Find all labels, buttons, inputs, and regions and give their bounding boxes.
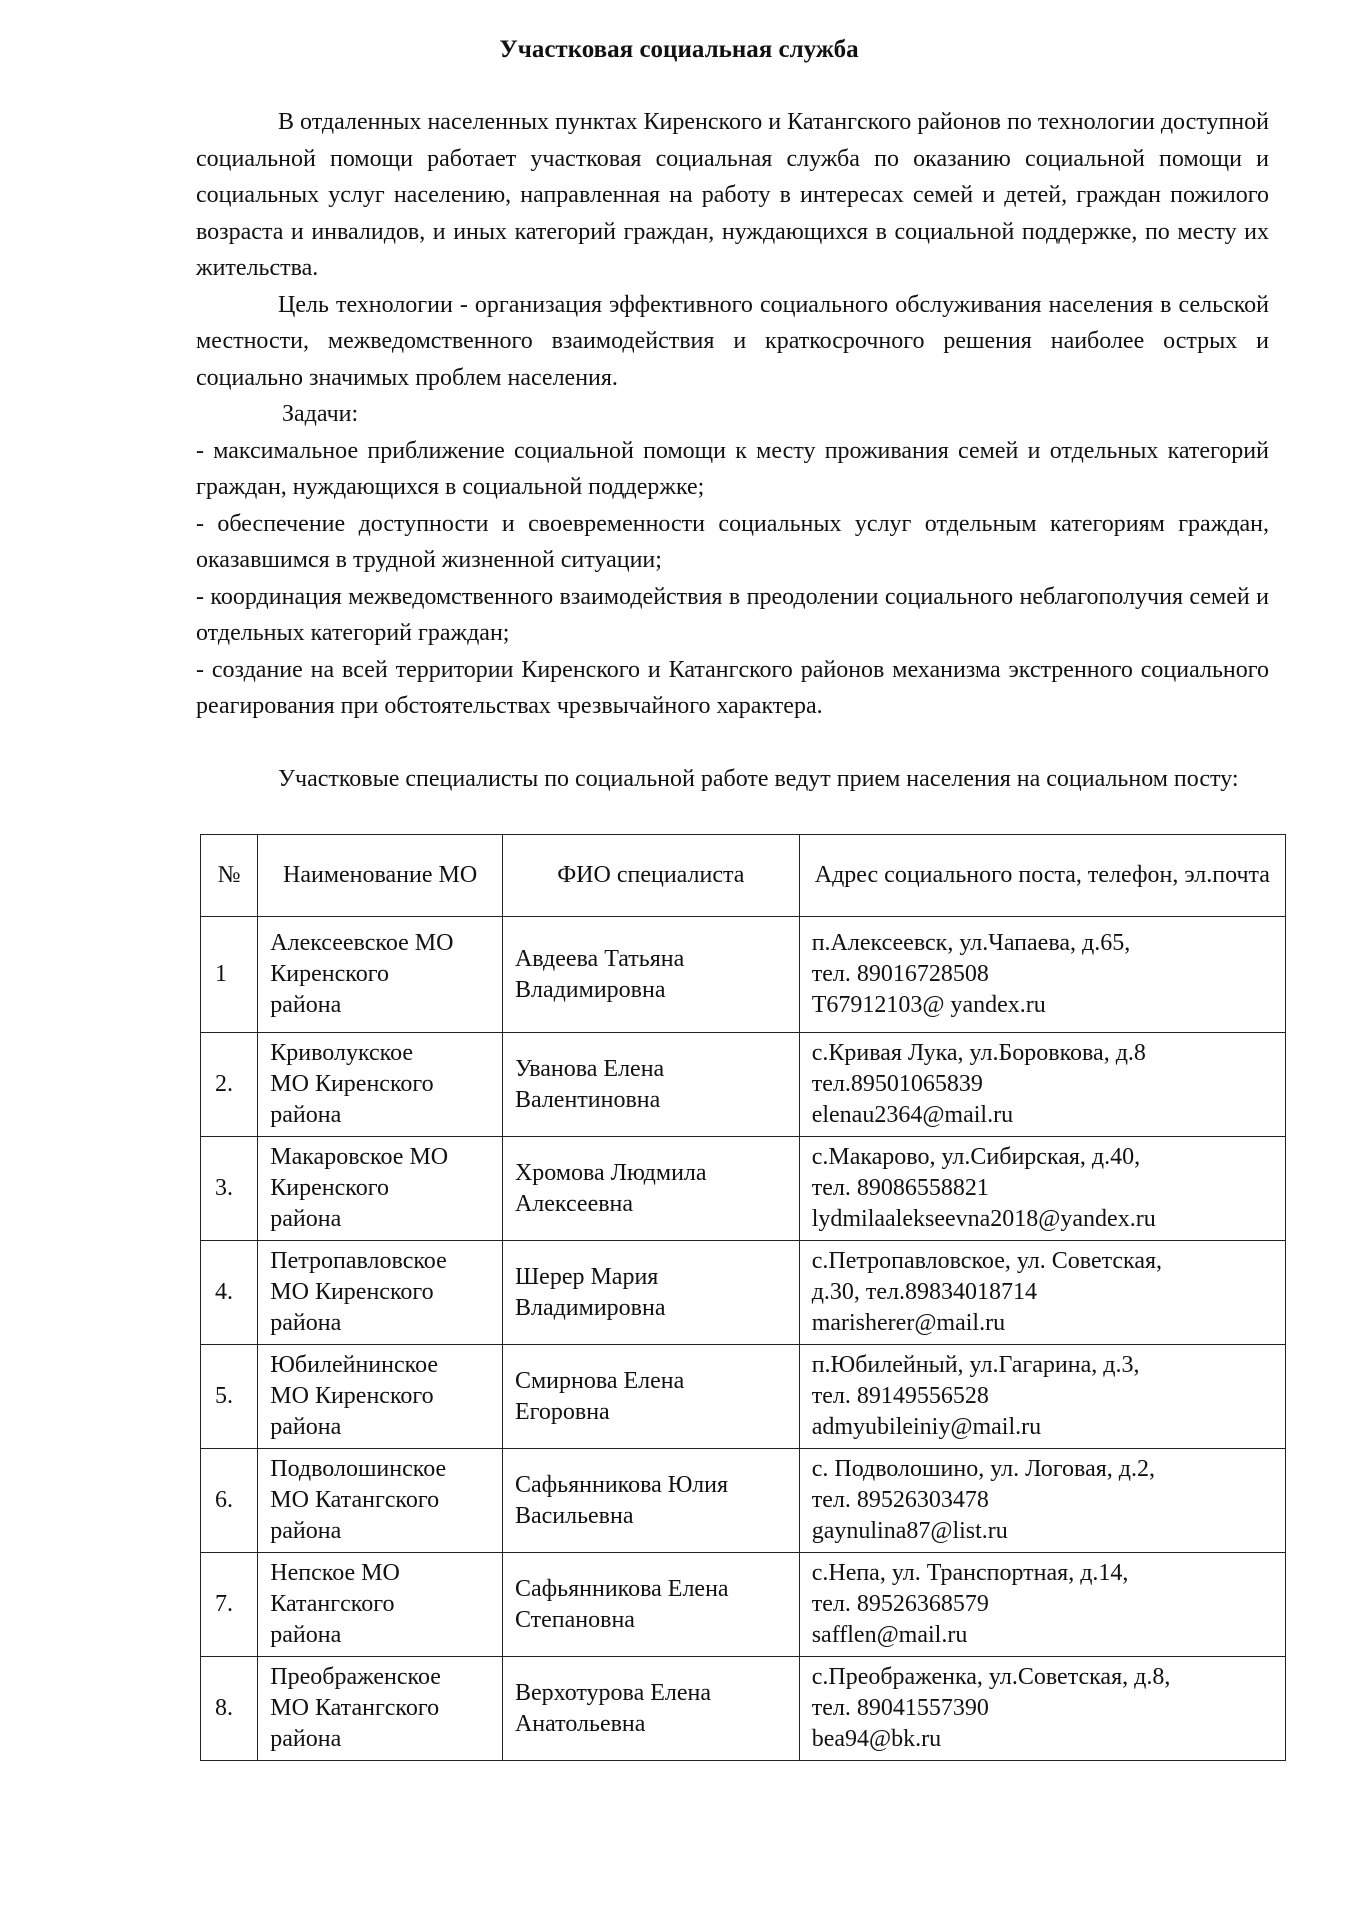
header-num: № [201,835,258,917]
row-specialist [502,1657,799,1761]
row-specialist-line: Владимировна [514,1294,666,1321]
row-number-line: 8. [215,1695,233,1721]
row-mo-name-line: района [270,1414,342,1440]
row-mo-name-line: МО Киренского [270,1071,434,1097]
row-address-line: lydmilaalekseevna2018@yandex.ru [811,1206,1156,1232]
header-mo: Наименование МО [258,835,503,917]
row-number [201,1449,258,1553]
row-mo-name-line: района [270,1726,342,1752]
row-specialist-line: Владимировна [514,976,666,1003]
row-address-line: safflen@mail.ru [811,1622,968,1648]
row-address-line: п.Юбилейный, ул.Гагарина, д.3, [811,1352,1140,1378]
task-item: - обеспечение доступности и своевременности социальных услуг отдельным категориям граждан, оказавшимся в трудной жизненной ситуации; [196,510,1269,573]
row-address-line: тел. 89086558821 [811,1175,989,1201]
row-mo-name-line: Алексеевское МО [270,930,454,956]
row-number-line: 2. [215,1071,233,1097]
row-specialist [502,1553,799,1657]
row-number [201,1241,258,1345]
row-address-line: тел. 89149556528 [811,1383,989,1409]
row-address-line: п.Алексеевск, ул.Чапаева, д.65, [811,930,1131,956]
document-title: Участковая социальная служба [499,36,859,63]
row-mo-name-line: района [270,1102,342,1128]
row-address-line: gaynulina87@list.ru [811,1518,1008,1544]
row-mo-name-line: МО Киренского [270,1383,434,1409]
table-row [201,917,1286,1033]
table-row [201,1345,1286,1449]
row-number-line: 4. [215,1279,233,1305]
row-specialist-line: Степановна [514,1606,635,1633]
tasks-heading: Задачи: [282,401,359,427]
row-number [201,1033,258,1137]
row-address [799,1137,1285,1241]
row-number [201,1345,258,1449]
row-specialist-line: Валентиновна [514,1086,661,1113]
row-mo-name-line: Юбилейнинское [270,1352,439,1378]
row-mo-name [258,1553,503,1657]
row-mo-name-line: района [270,1206,342,1232]
row-specialist-line: Анатольевна [514,1710,646,1737]
row-address-line: тел. 89526368579 [811,1591,989,1617]
row-number-line: 7. [215,1591,233,1617]
row-address [799,1657,1285,1761]
row-mo-name-line: Киренского [270,961,389,987]
task-item: - координация межведомственного взаимодействия в преодолении социального неблагополучия семей и отдельных категорий граждан; [196,583,1269,646]
row-address-line: marisherer@mail.ru [811,1310,1006,1336]
row-address [799,1449,1285,1553]
row-specialist-line: Егоровна [514,1398,610,1425]
row-mo-name-line: района [270,1622,342,1648]
row-specialist-line: Верхотурова Елена [514,1679,712,1706]
row-address-line: д.30, тел.89834018714 [811,1279,1038,1305]
row-number-line: 3. [215,1175,233,1201]
row-specialist-line: Алексеевна [514,1190,634,1217]
row-number [201,1553,258,1657]
row-mo-name-line: Подволошинское [270,1456,447,1482]
row-address-line: тел. 89016728508 [811,961,989,987]
row-address-line: T67912103@ yandex.ru [811,992,1046,1018]
row-mo-name-line: МО Катангского [270,1487,440,1513]
spacer [196,725,1269,761]
row-specialist-line: Хромова Людмила [514,1159,707,1186]
row-specialist-line: Васильевна [514,1502,634,1529]
row-address-line: с.Петропавловское, ул. Советская, [811,1248,1163,1274]
row-number-line: 5. [215,1383,233,1409]
row-address-line: с.Преображенка, ул.Советская, д.8, [811,1664,1171,1690]
row-specialist [502,1137,799,1241]
row-address-line: с.Макарово, ул.Сибирская, д.40, [811,1144,1141,1170]
row-mo-name-line: Непское МО [270,1560,400,1586]
row-mo-name-line: Катангского [270,1591,395,1617]
row-mo-name-line: района [270,992,342,1018]
table-intro: Участковые специалисты по социальной работе ведут прием населения на социальном посту: [278,765,1239,792]
row-mo-name-line: Петропавловское [270,1248,447,1274]
row-address-line: admyubileiniy@mail.ru [811,1414,1042,1440]
row-specialist-line: Шерер Мария [514,1263,659,1290]
row-mo-name-line: Преображенское [270,1664,441,1690]
row-mo-name [258,1657,503,1761]
table-row [201,1137,1286,1241]
document-body [196,104,1269,797]
row-mo-name [258,1449,503,1553]
row-address-line: bea94@bk.ru [811,1726,942,1752]
row-address-line: с.Кривая Лука, ул.Боровкова, д.8 [811,1040,1146,1066]
intro-paragraph: В отдаленных населенных пунктах Киренского и Катангского районов по технологии доступной социальной помощи работает участковая социальная служба по оказанию социальной помощи и социальных услуг населению, направленная на работу в интересах семей и детей, граждан пожилого возраста и инвалидов, и иных категорий граждан, нуждающихся в социальной поддержке, по месту их жительства. [196,109,1269,281]
row-mo-name [258,1033,503,1137]
row-mo-name-line: района [270,1310,342,1336]
row-number-line: 6. [215,1487,233,1513]
table-row [201,1449,1286,1553]
row-mo-name-line: Криволукское [270,1040,414,1066]
task-item: - максимальное приближение социальной помощи к месту проживания семей и отдельных категорий граждан, нуждающихся в социальной поддержке; [196,437,1269,500]
row-specialist [502,1241,799,1345]
task-item: - создание на всей территории Киренского и Катангского районов механизма экстренного социального реагирования при обстоятельствах чрезвычайного характера. [196,656,1269,719]
table-header-row [201,835,1286,917]
row-mo-name-line: МО Катангского [270,1695,440,1721]
table-body [201,917,1286,1761]
row-address-line: тел.89501065839 [811,1071,983,1097]
row-specialist [502,1449,799,1553]
row-address-line: тел. 89041557390 [811,1695,989,1721]
table-row [201,1553,1286,1657]
row-mo-name-line: МО Киренского [270,1279,434,1305]
row-specialist [502,1033,799,1137]
row-mo-name-line: Макаровское МО [270,1144,449,1170]
row-specialist [502,1345,799,1449]
row-specialist-line: Сафьянникова Елена [514,1575,729,1602]
row-mo-name-line: Киренского [270,1175,389,1201]
row-mo-name [258,917,503,1033]
row-address [799,1033,1285,1137]
table-row [201,1241,1286,1345]
header-address: Адрес социального поста, телефон, эл.почта [799,835,1285,917]
goal-paragraph: Цель технологии - организация эффективного социального обслуживания населения в сельской местности, межведомственного взаимодействия и краткосрочного решения наиболее острых и социально значимых проблем населения. [196,291,1269,391]
row-mo-name [258,1345,503,1449]
row-mo-name [258,1241,503,1345]
row-number-line: 1 [215,961,227,987]
row-address-line: elenau2364@mail.ru [811,1102,1014,1128]
row-specialist-line: Уванова Елена [514,1055,665,1082]
row-address [799,917,1285,1033]
row-mo-name [258,1137,503,1241]
row-address-line: тел. 89526303478 [811,1487,989,1513]
row-number [201,1137,258,1241]
row-specialist [502,917,799,1033]
table-row [201,1033,1286,1137]
table-row [201,1657,1286,1761]
row-address-line: с. Подволошино, ул. Логовая, д.2, [811,1456,1155,1482]
row-address [799,1345,1285,1449]
header-fio: ФИО специалиста [502,835,799,917]
row-specialist-line: Сафьянникова Юлия [514,1471,728,1498]
row-number [201,1657,258,1761]
social-posts-table [200,834,1286,1761]
row-number [201,917,258,1033]
row-specialist-line: Смирнова Елена [514,1367,685,1394]
row-mo-name-line: района [270,1518,342,1544]
row-address [799,1553,1285,1657]
row-specialist-line: Авдеева Татьяна [514,945,685,972]
row-address-line: с.Непа, ул. Транспортная, д.14, [811,1560,1129,1586]
row-address [799,1241,1285,1345]
